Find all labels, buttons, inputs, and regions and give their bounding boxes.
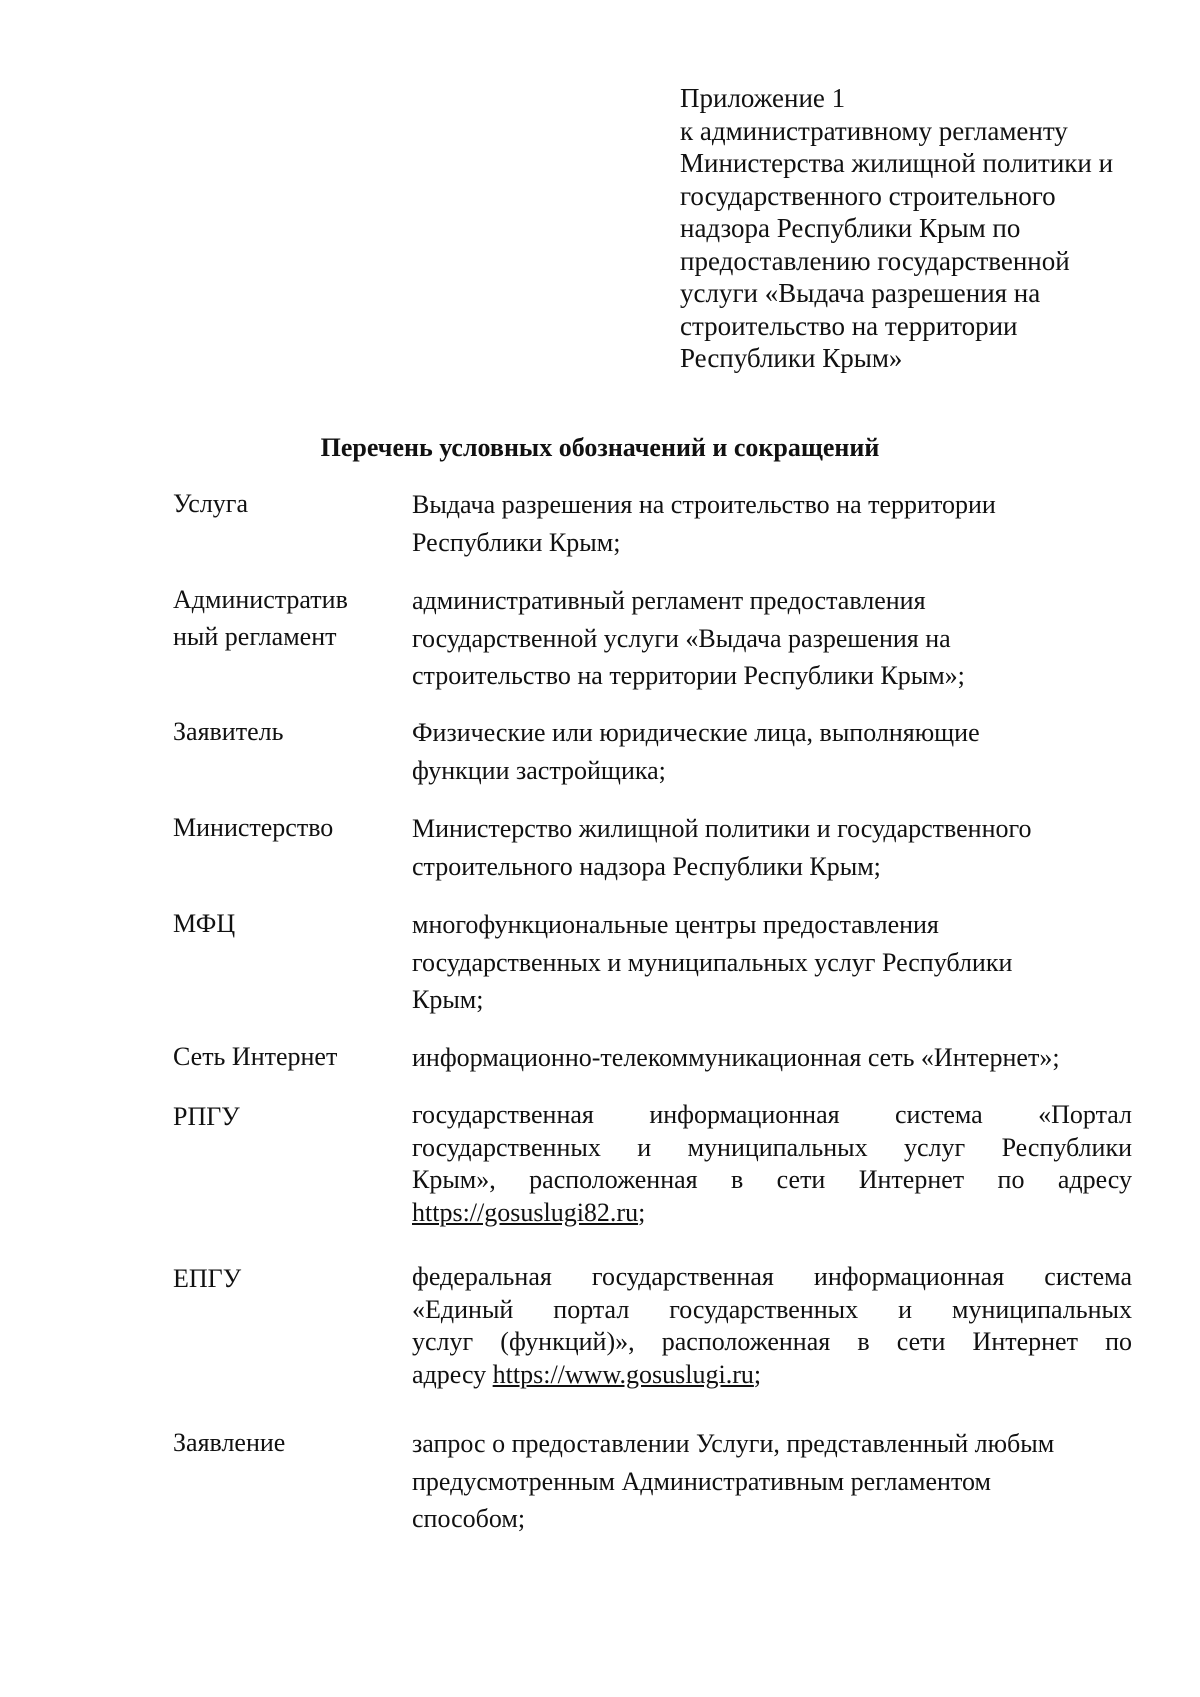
term-line: ный регламент — [173, 621, 337, 651]
glossary-term — [173, 906, 393, 943]
term-line: Заявитель — [173, 717, 284, 746]
term-line: ЕПГУ — [173, 1264, 242, 1293]
definition-line — [412, 1359, 1132, 1392]
rpgu-link[interactable]: https://gosuslugi82.ru — [412, 1197, 639, 1227]
definition-line: административный регламент предоставления — [412, 586, 926, 615]
definition-line: государственная информационная система «Портал — [412, 1100, 1132, 1129]
definition-line: федеральная государственная информационная система — [412, 1262, 1132, 1291]
definition-line: многофункциональные центры предоставления — [412, 910, 939, 939]
appendix-line: государственного строительного — [680, 180, 1056, 211]
term-line: Министерство — [173, 813, 334, 842]
glossary-term — [173, 582, 393, 655]
appendix-line: Приложение 1 — [680, 83, 846, 113]
glossary-definition — [412, 582, 1132, 695]
glossary-definition — [412, 1039, 1132, 1077]
definition-line: Республики Крым; — [412, 527, 621, 557]
definition-line: способом; — [412, 1504, 526, 1533]
definition-line: строительного надзора Республики Крым; — [412, 851, 881, 881]
epgu-link[interactable]: https://www.gosuslugi.ru — [492, 1359, 754, 1389]
appendix-line: к административному регламенту — [680, 115, 1068, 146]
glossary-definition — [412, 1099, 1132, 1229]
definition-line: государственных и муниципальных услуг Республики — [412, 947, 1013, 977]
appendix-line: Министерства жилищной политики и — [680, 148, 1114, 178]
definition-line: Выдача разрешения на строительство на территории — [412, 490, 996, 519]
term-line: Сеть Интернет — [173, 1042, 338, 1071]
definition-line: Министерство жилищной политики и государственного — [412, 814, 1032, 843]
glossary-definition — [412, 906, 1132, 1019]
appendix-line: Республики Крым» — [680, 343, 903, 373]
definition-line: Крым; — [412, 985, 484, 1014]
glossary-term — [173, 714, 393, 751]
glossary-definition — [412, 486, 1132, 561]
term-line: Административ — [173, 585, 348, 614]
definition-line: Крым», расположенная в сети Интернет по адресу — [412, 1165, 1132, 1194]
page-title: Перечень условных обозначений и сокращений — [320, 433, 880, 462]
glossary-definition — [412, 714, 1132, 789]
glossary-term — [173, 486, 393, 523]
definition-line: строительство на территории Республики Крым»; — [412, 661, 965, 690]
link-prefix: адресу — [412, 1359, 493, 1389]
definition-line: «Единый портал государственных и муниципальных — [412, 1294, 1132, 1324]
glossary-term — [173, 810, 393, 847]
appendix-line: надзора Республики Крым по — [680, 213, 1021, 243]
term-line: Заявление — [173, 1428, 286, 1457]
term-line: МФЦ — [173, 909, 236, 938]
term-line: Услуга — [173, 489, 249, 518]
glossary-definition — [412, 810, 1132, 885]
appendix-line: предоставлению государственной — [680, 245, 1070, 276]
definition-line: Физические или юридические лица, выполняющие — [412, 718, 980, 747]
appendix-line: строительство на территории — [680, 310, 1018, 341]
link-suffix: ; — [638, 1197, 646, 1227]
definition-line: услуг (функций)», расположенная в сети Интернет по — [412, 1327, 1132, 1356]
appendix-header — [680, 82, 1180, 375]
glossary-term — [173, 1099, 393, 1136]
glossary-term — [173, 1425, 393, 1462]
appendix-line: услуги «Выдача разрешения на — [680, 278, 1041, 308]
definition-line: запрос о предоставлении Услуги, представленный любым — [412, 1429, 1055, 1458]
link-suffix: ; — [753, 1359, 762, 1389]
definition-line: предусмотренным Административным регламентом — [412, 1466, 991, 1496]
definition-line — [412, 1197, 1132, 1230]
glossary-definition — [412, 1261, 1132, 1391]
glossary-term — [173, 1261, 393, 1298]
definition-line: функции застройщика; — [412, 755, 666, 785]
definition-line: государственной услуги «Выдача разрешения на — [412, 623, 951, 653]
glossary-term — [173, 1039, 393, 1076]
definition-line: информационно-телекоммуникационная сеть «Интернет»; — [412, 1043, 1060, 1072]
definition-line: государственных и муниципальных услуг Республики — [412, 1132, 1132, 1162]
glossary-definition — [412, 1425, 1132, 1538]
term-line: РПГУ — [173, 1102, 240, 1131]
